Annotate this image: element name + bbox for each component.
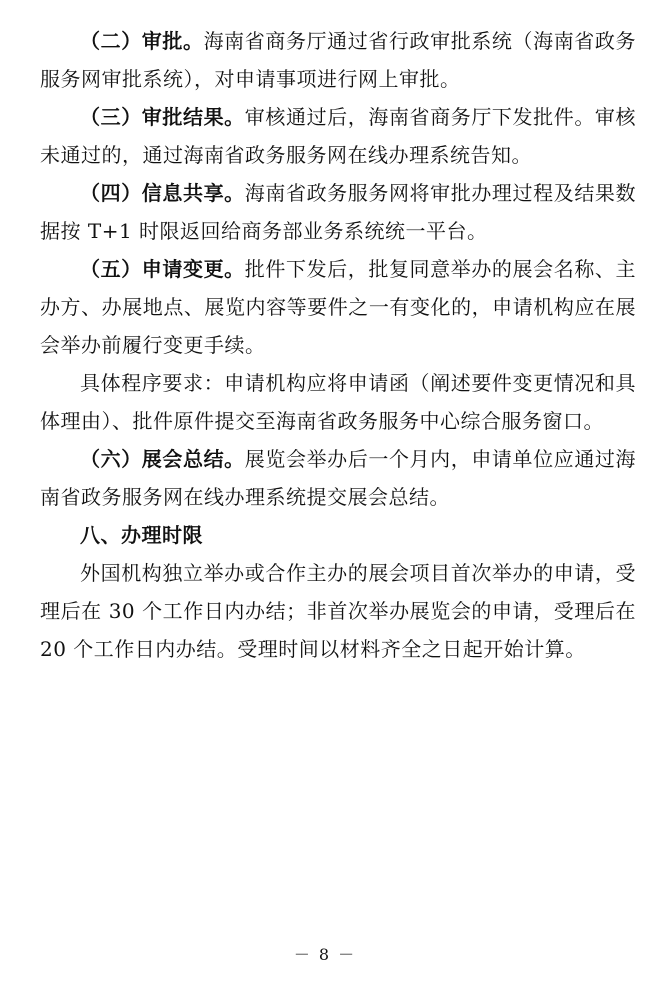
paragraph-summary [40,440,636,516]
paragraph-info-sharing [40,174,636,250]
document-body [40,22,636,668]
paragraph-text: 批件下发后，批复同意举办的展会名称、主办方、办展地点、展览内容等要件之一有变化的，申请机构应在展会举办前履行变更手续。 [40,257,637,357]
paragraph-text: 海南省商务厅通过省行政审批系统（海南省政务服务网审批系统），对申请事项进行网上审批。 [40,29,637,91]
paragraph-result [40,98,636,174]
paragraph-lead: （二）审批。 [80,29,204,53]
paragraph-lead: （五）申请变更。 [80,257,245,281]
paragraph-text: 海南省政务服务网将审批办理过程及结果数据按 T+1 时限返回给商务部业务系统统一平台。 [40,181,637,243]
paragraph-text: 具体程序要求：申请机构应将申请函（阐述要件变更情况和具体理由）、批件原件提交至海南省政务服务中心综合服务窗口。 [40,371,636,433]
paragraph-procedure [40,364,636,440]
page-number: － 8 － [293,945,357,964]
paragraph-change-request [40,250,636,364]
section-heading: 八、办理时限 [80,523,203,547]
paragraph-lead: （四）信息共享。 [80,181,245,205]
paragraph-review [40,22,636,98]
paragraph-lead: （六）展会总结。 [80,447,245,471]
paragraph-text: 审核通过后，海南省商务厅下发批件。审核未通过的，通过海南省政务服务网在线办理系统告知。 [40,105,637,167]
section-paragraph: 外国机构独立举办或合作主办的展会项目首次举办的申请，受理后在 30 个工作日内办结；非首次举办展览会的申请，受理后在 20 个工作日内办结。受理时间以材料齐全之日起开始计算。 [40,561,636,661]
paragraph-text: 展览会举办后一个月内，申请单位应通过海南省政务服务网在线办理系统提交展会总结。 [40,447,637,509]
paragraph-lead: （三）审批结果。 [80,105,245,129]
